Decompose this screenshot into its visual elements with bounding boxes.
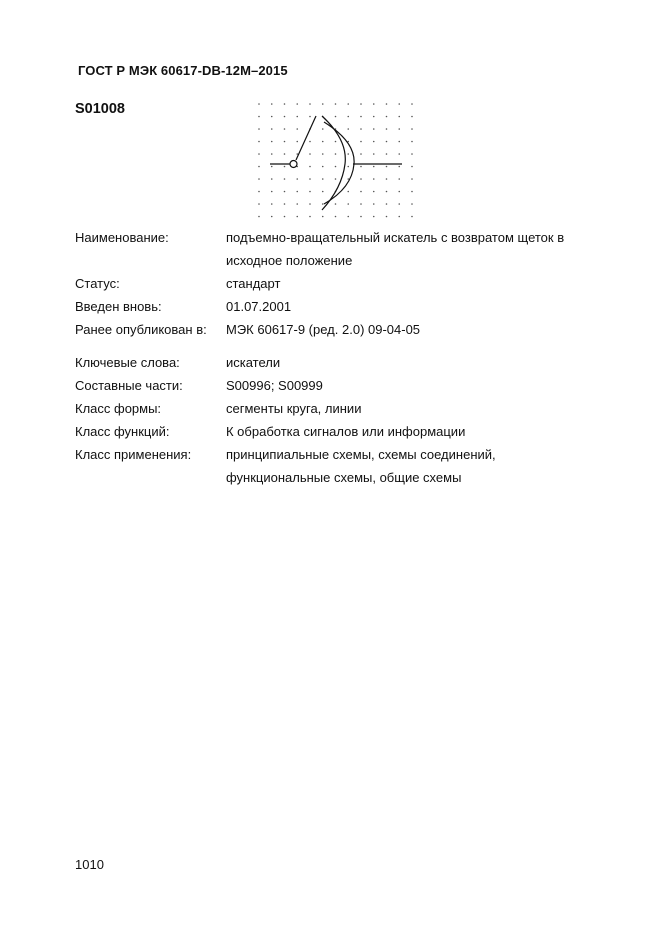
grid-dot (373, 116, 375, 118)
grid-dot (271, 178, 273, 180)
grid-dot (335, 203, 337, 205)
field-value: искатели (226, 355, 281, 370)
symbol-code: S01008 (75, 101, 125, 117)
grid-dot (386, 216, 388, 218)
grid-dot (296, 178, 298, 180)
grid-dot (309, 203, 311, 205)
grid-dot (296, 141, 298, 143)
grid-dot (322, 191, 324, 193)
grid-dot (411, 141, 413, 143)
grid-dot (322, 216, 324, 218)
field-value: МЭК 60617-9 (ред. 2.0) 09-04-05 (226, 322, 421, 337)
grid-dot (398, 191, 400, 193)
page-number: 1010 (75, 857, 104, 872)
grid-dot (284, 153, 286, 155)
grid-dot (322, 203, 324, 205)
grid-dot (360, 178, 362, 180)
grid-dot (309, 166, 311, 168)
grid-dot (386, 178, 388, 180)
grid-dot (271, 116, 273, 118)
grid-dot (360, 203, 362, 205)
grid-dot (386, 103, 388, 105)
grid-dot (411, 128, 413, 130)
field-label: Введен вновь: (75, 299, 162, 314)
grid-dot (386, 166, 388, 168)
pivot-circle (290, 161, 297, 168)
outer-arc (324, 122, 354, 204)
grid-dot (347, 203, 349, 205)
field-value: подъемно-вращательный искатель с возвратом щеток в исходное положение (226, 230, 565, 268)
grid-dot (322, 128, 324, 130)
grid-dot (360, 141, 362, 143)
grid-dot (347, 216, 349, 218)
grid-dot (398, 166, 400, 168)
grid-dot (271, 153, 273, 155)
grid-dot (335, 166, 337, 168)
grid-dot (296, 153, 298, 155)
grid-dot (309, 116, 311, 118)
grid-dot (258, 216, 260, 218)
grid-dot (373, 153, 375, 155)
grid-dot (335, 103, 337, 105)
field-label: Класс функций: (75, 424, 170, 439)
grid-dot (258, 166, 260, 168)
grid-dot (258, 203, 260, 205)
grid-dot (373, 203, 375, 205)
grid-dot (296, 203, 298, 205)
grid-dot (411, 166, 413, 168)
grid-dot (411, 153, 413, 155)
grid-dot (309, 153, 311, 155)
grid-dot (373, 166, 375, 168)
grid-dot (373, 178, 375, 180)
grid-dot (284, 178, 286, 180)
grid-dots (258, 103, 413, 217)
grid-dot (411, 191, 413, 193)
grid-dot (411, 103, 413, 105)
field-value: 01.07.2001 (226, 299, 292, 314)
grid-dot (335, 178, 337, 180)
field-value: К обработка сигналов или информации (226, 424, 466, 439)
grid-dot (335, 153, 337, 155)
field-label: Наименование: (75, 230, 169, 245)
grid-dot (284, 166, 286, 168)
grid-dot (271, 191, 273, 193)
grid-dot (411, 216, 413, 218)
grid-dot (398, 141, 400, 143)
grid-dot (322, 103, 324, 105)
selector-symbol-drawing (250, 98, 420, 226)
grid-dot (347, 153, 349, 155)
grid-dot (360, 166, 362, 168)
grid-dot (373, 128, 375, 130)
grid-dot (258, 141, 260, 143)
grid-dot (386, 128, 388, 130)
grid-dot (335, 216, 337, 218)
document-header: ГОСТ Р МЭК 60617-DB-12M–2015 (78, 63, 288, 78)
grid-dot (309, 178, 311, 180)
grid-dot (386, 203, 388, 205)
grid-dot (258, 178, 260, 180)
grid-dot (386, 116, 388, 118)
grid-dot (398, 116, 400, 118)
grid-dot (258, 116, 260, 118)
grid-dot (347, 116, 349, 118)
grid-dot (284, 203, 286, 205)
inner-arc (322, 116, 345, 210)
field-label: Класс применения: (75, 447, 192, 462)
grid-dot (258, 191, 260, 193)
grid-dot (309, 216, 311, 218)
grid-dot (284, 103, 286, 105)
grid-dot (347, 103, 349, 105)
grid-dot (398, 153, 400, 155)
field-value: S00996; S00999 (226, 378, 323, 393)
grid-dot (296, 191, 298, 193)
grid-dot (398, 216, 400, 218)
grid-dot (309, 103, 311, 105)
grid-dot (296, 128, 298, 130)
grid-dot (322, 178, 324, 180)
field-label: Ключевые слова: (75, 355, 180, 370)
field-label: Составные части: (75, 378, 183, 393)
field-label: Класс формы: (75, 401, 162, 416)
grid-dot (271, 203, 273, 205)
grid-dot (296, 216, 298, 218)
field-label: Ранее опубликован в: (75, 322, 207, 337)
grid-dot (386, 191, 388, 193)
grid-dot (360, 116, 362, 118)
grid-dot (271, 141, 273, 143)
grid-dot (309, 191, 311, 193)
grid-dot (373, 216, 375, 218)
grid-dot (284, 141, 286, 143)
grid-dot (335, 116, 337, 118)
grid-dot (335, 141, 337, 143)
field-value: сегменты круга, линии (226, 401, 362, 416)
grid-dot (309, 141, 311, 143)
grid-dot (360, 103, 362, 105)
grid-dot (347, 166, 349, 168)
grid-dot (398, 103, 400, 105)
field-label: Статус: (75, 276, 120, 291)
grid-dot (284, 191, 286, 193)
grid-dot (360, 216, 362, 218)
grid-dot (398, 178, 400, 180)
grid-dot (373, 191, 375, 193)
grid-dot (411, 178, 413, 180)
grid-dot (258, 153, 260, 155)
grid-dot (322, 166, 324, 168)
field-value: стандарт (226, 276, 281, 291)
grid-dot (347, 128, 349, 130)
grid-dot (296, 103, 298, 105)
grid-dot (258, 103, 260, 105)
grid-dot (271, 128, 273, 130)
grid-dot (386, 141, 388, 143)
grid-dot (360, 153, 362, 155)
grid-dot (271, 166, 273, 168)
grid-dot (360, 191, 362, 193)
field-value: принципиальные схемы, схемы соединений, функциональные схемы, общие схемы (226, 447, 496, 485)
grid-dot (296, 116, 298, 118)
grid-dot (284, 216, 286, 218)
grid-dot (373, 103, 375, 105)
grid-dot (398, 203, 400, 205)
wiper-arm (296, 116, 316, 160)
grid-dot (411, 203, 413, 205)
grid-dot (271, 216, 273, 218)
grid-dot (347, 178, 349, 180)
grid-dot (386, 153, 388, 155)
grid-dot (271, 103, 273, 105)
grid-dot (258, 128, 260, 130)
grid-dot (322, 141, 324, 143)
grid-dot (322, 153, 324, 155)
grid-dot (284, 128, 286, 130)
grid-dot (284, 116, 286, 118)
grid-dot (373, 141, 375, 143)
grid-dot (411, 116, 413, 118)
grid-dot (398, 128, 400, 130)
grid-dot (347, 191, 349, 193)
grid-dot (360, 128, 362, 130)
